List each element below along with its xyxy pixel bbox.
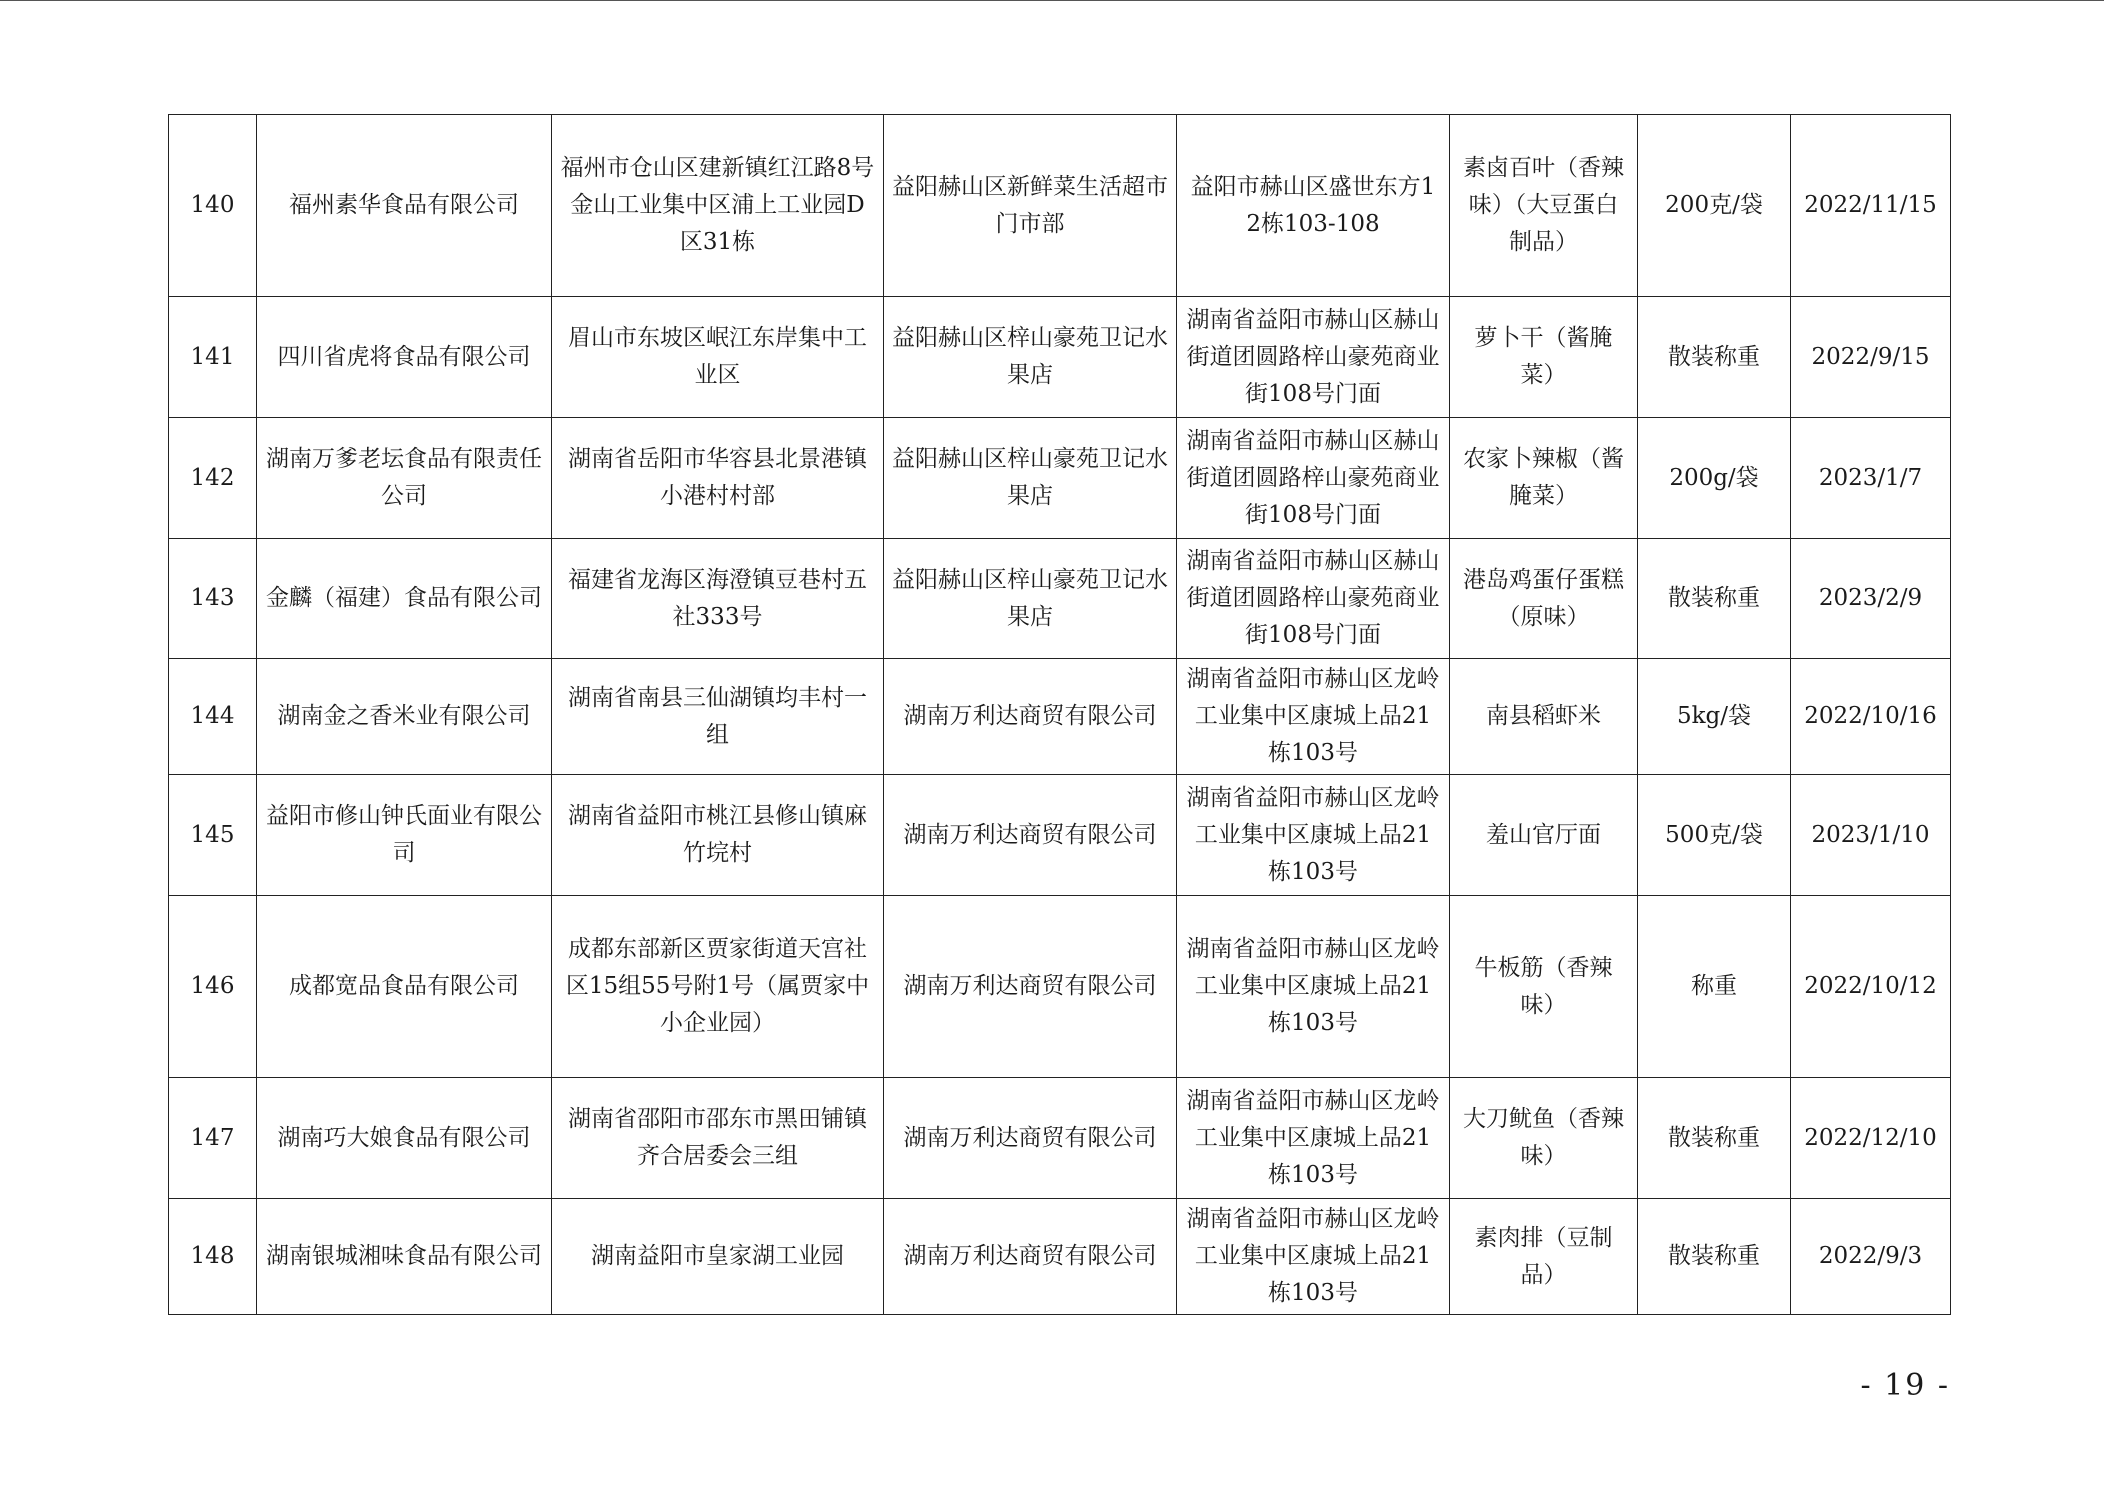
top-border-line xyxy=(0,0,2104,1)
cell-seller: 益阳赫山区梓山豪苑卫记水果店 xyxy=(884,418,1177,539)
cell-product: 农家卜辣椒（酱腌菜） xyxy=(1450,418,1638,539)
cell-number: 140 xyxy=(169,115,257,297)
cell-seller: 益阳赫山区梓山豪苑卫记水果店 xyxy=(884,297,1177,418)
cell-spec: 散装称重 xyxy=(1638,297,1791,418)
cell-producer: 成都宽品食品有限公司 xyxy=(257,896,552,1078)
cell-seller: 湖南万利达商贸有限公司 xyxy=(884,659,1177,775)
table-row xyxy=(169,297,1951,418)
cell-producer: 金麟（福建）食品有限公司 xyxy=(257,539,552,659)
cell-product: 素卤百叶（香辣味）（大豆蛋白制品） xyxy=(1450,115,1638,297)
cell-producer-address: 眉山市东坡区岷江东岸集中工业区 xyxy=(552,297,884,418)
cell-number: 147 xyxy=(169,1078,257,1199)
cell-spec: 200g/袋 xyxy=(1638,418,1791,539)
page-number: - 19 - xyxy=(1860,1368,1950,1403)
cell-seller: 益阳赫山区梓山豪苑卫记水果店 xyxy=(884,539,1177,659)
cell-product: 牛板筋（香辣味） xyxy=(1450,896,1638,1078)
cell-spec: 5kg/袋 xyxy=(1638,659,1791,775)
cell-spec: 称重 xyxy=(1638,896,1791,1078)
table-row xyxy=(169,418,1951,539)
cell-seller: 湖南万利达商贸有限公司 xyxy=(884,1078,1177,1199)
cell-date: 2023/2/9 xyxy=(1791,539,1951,659)
cell-number: 148 xyxy=(169,1199,257,1315)
cell-seller: 湖南万利达商贸有限公司 xyxy=(884,1199,1177,1315)
cell-date: 2022/10/16 xyxy=(1791,659,1951,775)
cell-producer-address: 福建省龙海区海澄镇豆巷村五社333号 xyxy=(552,539,884,659)
cell-product: 萝卜干（酱腌菜） xyxy=(1450,297,1638,418)
cell-product: 港岛鸡蛋仔蛋糕（原味） xyxy=(1450,539,1638,659)
table-row xyxy=(169,896,1951,1078)
cell-producer: 四川省虎将食品有限公司 xyxy=(257,297,552,418)
table-row xyxy=(169,539,1951,659)
cell-producer-address: 湖南省南县三仙湖镇均丰村一组 xyxy=(552,659,884,775)
cell-seller: 湖南万利达商贸有限公司 xyxy=(884,775,1177,896)
cell-producer: 湖南万爹老坛食品有限责任公司 xyxy=(257,418,552,539)
cell-seller-address: 湖南省益阳市赫山区龙岭工业集中区康城上品21栋103号 xyxy=(1177,1199,1450,1315)
cell-number: 144 xyxy=(169,659,257,775)
cell-producer: 湖南金之香米业有限公司 xyxy=(257,659,552,775)
cell-date: 2022/9/3 xyxy=(1791,1199,1951,1315)
cell-spec: 散装称重 xyxy=(1638,1078,1791,1199)
table-row xyxy=(169,1199,1951,1315)
cell-producer-address: 成都东部新区贾家街道天宫社区15组55号附1号（属贾家中小企业园） xyxy=(552,896,884,1078)
cell-producer: 福州素华食品有限公司 xyxy=(257,115,552,297)
cell-spec: 500克/袋 xyxy=(1638,775,1791,896)
cell-producer-address: 湖南省岳阳市华容县北景港镇小港村村部 xyxy=(552,418,884,539)
cell-spec: 散装称重 xyxy=(1638,539,1791,659)
cell-seller: 湖南万利达商贸有限公司 xyxy=(884,896,1177,1078)
cell-seller-address: 湖南省益阳市赫山区赫山街道团圆路梓山豪苑商业街108号门面 xyxy=(1177,418,1450,539)
cell-date: 2023/1/7 xyxy=(1791,418,1951,539)
cell-seller-address: 湖南省益阳市赫山区龙岭工业集中区康城上品21栋103号 xyxy=(1177,775,1450,896)
cell-product: 大刀鱿鱼（香辣味） xyxy=(1450,1078,1638,1199)
cell-date: 2022/11/15 xyxy=(1791,115,1951,297)
cell-seller-address: 湖南省益阳市赫山区龙岭工业集中区康城上品21栋103号 xyxy=(1177,659,1450,775)
cell-seller-address: 湖南省益阳市赫山区赫山街道团圆路梓山豪苑商业街108号门面 xyxy=(1177,539,1450,659)
cell-date: 2023/1/10 xyxy=(1791,775,1951,896)
cell-product: 羞山官厅面 xyxy=(1450,775,1638,896)
cell-seller-address: 益阳市赫山区盛世东方12栋103-108 xyxy=(1177,115,1450,297)
cell-producer-address: 湖南省益阳市桃江县修山镇麻竹垸村 xyxy=(552,775,884,896)
cell-seller: 益阳赫山区新鲜菜生活超市门市部 xyxy=(884,115,1177,297)
cell-number: 145 xyxy=(169,775,257,896)
records-table xyxy=(168,114,1951,1315)
cell-producer: 湖南银城湘味食品有限公司 xyxy=(257,1199,552,1315)
cell-number: 141 xyxy=(169,297,257,418)
table-row xyxy=(169,115,1951,297)
cell-seller-address: 湖南省益阳市赫山区龙岭工业集中区康城上品21栋103号 xyxy=(1177,1078,1450,1199)
cell-spec: 散装称重 xyxy=(1638,1199,1791,1315)
cell-date: 2022/10/12 xyxy=(1791,896,1951,1078)
table-row xyxy=(169,1078,1951,1199)
cell-producer-address: 湖南益阳市皇家湖工业园 xyxy=(552,1199,884,1315)
cell-number: 143 xyxy=(169,539,257,659)
cell-seller-address: 湖南省益阳市赫山区龙岭工业集中区康城上品21栋103号 xyxy=(1177,896,1450,1078)
cell-product: 素肉排（豆制品） xyxy=(1450,1199,1638,1315)
table-row xyxy=(169,775,1951,896)
cell-number: 146 xyxy=(169,896,257,1078)
cell-producer-address: 湖南省邵阳市邵东市黑田铺镇齐合居委会三组 xyxy=(552,1078,884,1199)
cell-seller-address: 湖南省益阳市赫山区赫山街道团圆路梓山豪苑商业街108号门面 xyxy=(1177,297,1450,418)
cell-product: 南县稻虾米 xyxy=(1450,659,1638,775)
cell-producer: 益阳市修山钟氏面业有限公司 xyxy=(257,775,552,896)
cell-date: 2022/12/10 xyxy=(1791,1078,1951,1199)
table-row xyxy=(169,659,1951,775)
cell-spec: 200克/袋 xyxy=(1638,115,1791,297)
cell-date: 2022/9/15 xyxy=(1791,297,1951,418)
cell-producer-address: 福州市仓山区建新镇红江路8号金山工业集中区浦上工业园D区31栋 xyxy=(552,115,884,297)
cell-producer: 湖南巧大娘食品有限公司 xyxy=(257,1078,552,1199)
cell-number: 142 xyxy=(169,418,257,539)
